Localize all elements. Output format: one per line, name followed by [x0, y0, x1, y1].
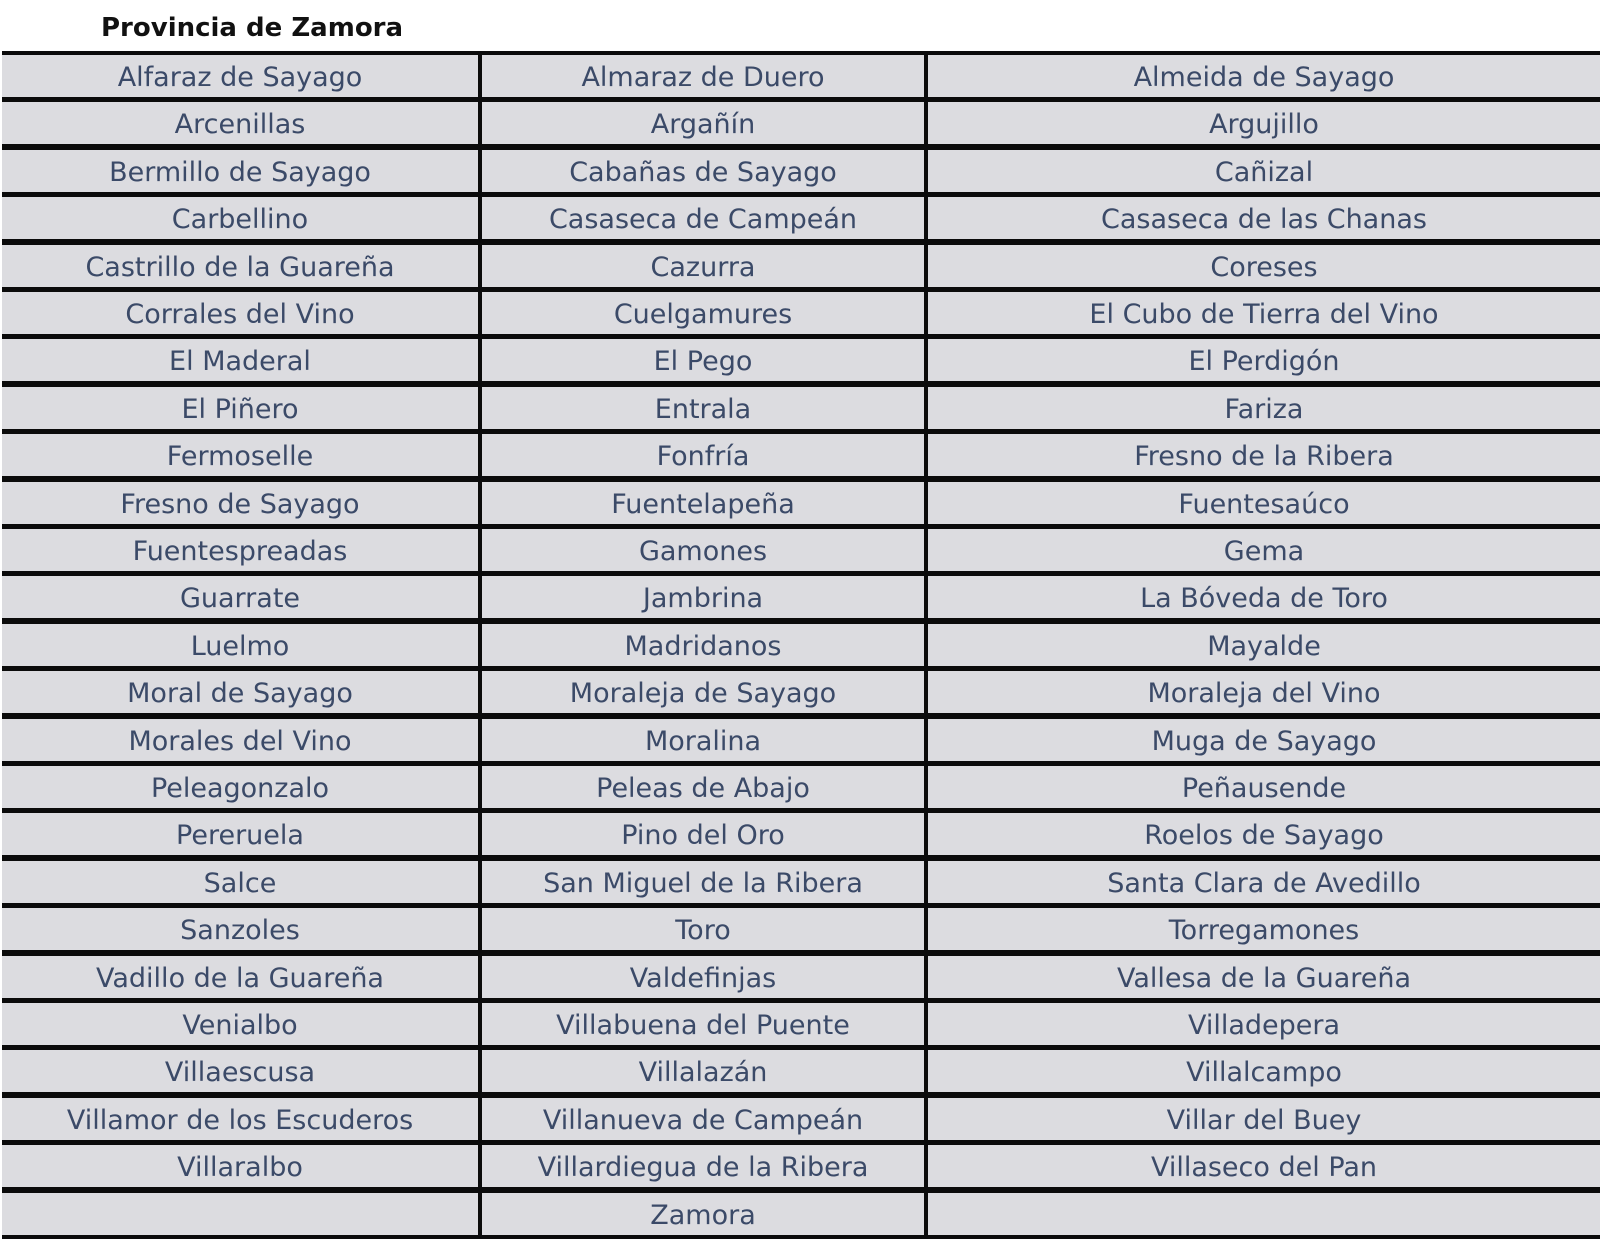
municipality-name: Zamora: [650, 1199, 756, 1231]
municipality-name: Roelos de Sayago: [1144, 819, 1384, 851]
municipality-name: Salce: [203, 867, 277, 899]
table-cell: [928, 339, 1600, 381]
table-cell: [928, 529, 1600, 571]
table-cell: [2, 1193, 478, 1235]
municipality-name: Cañizal: [1214, 156, 1314, 188]
municipality-name: Almeida de Sayago: [1133, 61, 1395, 93]
municipality-name: Carbellino: [171, 203, 309, 235]
table-cell: [482, 1098, 924, 1140]
table-cell: [2, 861, 478, 903]
table-cell: [482, 102, 924, 144]
table-cell: [2, 908, 478, 950]
municipality-name: Sanzoles: [180, 914, 300, 946]
table-cell: [482, 482, 924, 524]
municipality-name: Muga de Sayago: [1151, 725, 1377, 757]
table-cell: [482, 197, 924, 239]
table-cell: [928, 1098, 1600, 1140]
table-cell: [928, 908, 1600, 950]
municipality-name: Fariza: [1224, 393, 1304, 425]
municipality-name: Fresno de la Ribera: [1134, 440, 1394, 472]
municipality-name: Argañín: [650, 108, 756, 140]
municipality-name: Morales del Vino: [128, 725, 352, 757]
table-cell: [928, 813, 1600, 855]
table-cell: [2, 671, 478, 713]
table-cell: [928, 150, 1600, 192]
municipality-name: Almaraz de Duero: [581, 61, 825, 93]
table-cell: [482, 292, 924, 334]
municipality-name: El Pego: [653, 345, 753, 377]
municipality-name: Fuentespreadas: [132, 535, 348, 567]
municipality-name: Vadillo de la Guareña: [96, 962, 384, 994]
table-cell: [928, 434, 1600, 476]
table-cell: [2, 719, 478, 761]
table-cell: [2, 387, 478, 429]
municipality-name: Villaescusa: [164, 1056, 316, 1088]
municipality-name: El Piñero: [181, 393, 299, 425]
municipality-name: La Bóveda de Toro: [1140, 582, 1388, 614]
municipality-name: Jambrina: [642, 582, 764, 614]
municipality-name: Villanueva de Campeán: [542, 1104, 864, 1136]
table-cell: [928, 766, 1600, 808]
table-cell: [482, 1193, 924, 1235]
table-cell: [928, 956, 1600, 998]
municipality-name: Villamor de los Escuderos: [66, 1104, 414, 1136]
table-cell: [928, 576, 1600, 618]
table-cell: [928, 482, 1600, 524]
municipality-name: Vallesa de la Guareña: [1116, 962, 1412, 994]
municipality-name: Cazurra: [650, 251, 756, 283]
municipality-name: Villardiegua de la Ribera: [537, 1151, 869, 1183]
municipality-name: Fermoselle: [166, 440, 314, 472]
table-cell: [2, 339, 478, 381]
table-cell: [2, 576, 478, 618]
municipality-name: Entrala: [654, 393, 752, 425]
table-cell: [2, 197, 478, 239]
municipality-name: Argujillo: [1209, 108, 1319, 140]
municipality-name: Casaseca de Campeán: [548, 203, 858, 235]
municipality-name: Venialbo: [182, 1009, 298, 1041]
municipality-name: Arcenillas: [174, 108, 306, 140]
municipality-name: Alfaraz de Sayago: [117, 61, 363, 93]
municipality-name: Torregamones: [1168, 914, 1360, 946]
page-title: Provincia de Zamora: [101, 13, 404, 43]
table-cell: [482, 1050, 924, 1092]
municipality-name: Guarrate: [179, 582, 301, 614]
table-cell: [928, 292, 1600, 334]
municipality-name: Casaseca de las Chanas: [1101, 203, 1427, 235]
table-cell: [482, 671, 924, 713]
municipality-name: Mayalde: [1207, 630, 1321, 662]
table-cell: [482, 956, 924, 998]
table-cell: [928, 861, 1600, 903]
table-cell: [928, 1050, 1600, 1092]
municipality-name: El Perdigón: [1188, 345, 1340, 377]
table-cell: [482, 719, 924, 761]
table-cell: [2, 956, 478, 998]
municipality-name: Bermillo de Sayago: [109, 156, 371, 188]
table-cell: [928, 671, 1600, 713]
table-cell: [2, 434, 478, 476]
table-cell: [482, 576, 924, 618]
table-cell: [482, 434, 924, 476]
table-cell: [482, 150, 924, 192]
municipality-name: Gamones: [638, 535, 768, 567]
table-cell: [928, 387, 1600, 429]
table-cell: [2, 482, 478, 524]
municipality-name: Pereruela: [176, 819, 304, 851]
table-cell: [928, 1145, 1600, 1187]
municipality-name: Villaralbo: [177, 1151, 303, 1183]
table-cell: [2, 1050, 478, 1092]
municipality-name: Moraleja de Sayago: [569, 677, 837, 709]
municipality-name: Fuentesaúco: [1178, 488, 1350, 520]
table-cell: [482, 861, 924, 903]
table-cell: [2, 292, 478, 334]
table-cell: [482, 1145, 924, 1187]
municipality-name: Villabuena del Puente: [556, 1009, 850, 1041]
municipality-name: Luelmo: [190, 630, 290, 662]
municipality-name: Valdefinjas: [629, 962, 777, 994]
municipality-name: Pino del Oro: [621, 819, 785, 851]
municipality-name: Coreses: [1210, 251, 1318, 283]
municipality-name: Moralina: [644, 725, 762, 757]
municipality-table: [2, 51, 1600, 1239]
table-cell: [482, 813, 924, 855]
table-cell: [2, 150, 478, 192]
municipality-name: Castrillo de la Guareña: [85, 251, 395, 283]
municipality-name: Fonfría: [656, 440, 750, 472]
municipality-name: Fresno de Sayago: [120, 488, 360, 520]
municipality-name: Peleagonzalo: [150, 772, 330, 804]
table-cell: [928, 1193, 1600, 1235]
municipality-name: Toro: [675, 914, 731, 946]
table-cell: [2, 624, 478, 666]
table-cell: [482, 339, 924, 381]
table-cell: [2, 766, 478, 808]
table-cell: [2, 1003, 478, 1045]
municipality-name: Fuentelapeña: [611, 488, 795, 520]
table-cell: [2, 1098, 478, 1140]
municipality-name: Moral de Sayago: [127, 677, 353, 709]
table-cell: [2, 245, 478, 287]
table-cell: [2, 1145, 478, 1187]
table-cell: [928, 624, 1600, 666]
table-cell: [928, 55, 1600, 97]
municipality-name: San Miguel de la Ribera: [543, 867, 863, 899]
municipality-name: Peñausende: [1181, 772, 1347, 804]
municipality-name: El Cubo de Tierra del Vino: [1089, 298, 1439, 330]
table-cell: [928, 719, 1600, 761]
table-cell: [2, 102, 478, 144]
table-cell: [2, 55, 478, 97]
table-cell: [928, 102, 1600, 144]
table-cell: [928, 245, 1600, 287]
municipality-name: Madridanos: [624, 630, 782, 662]
table-cell: [482, 624, 924, 666]
table-cell: [482, 1003, 924, 1045]
municipality-name: Peleas de Abajo: [596, 772, 810, 804]
municipality-name: Villaseco del Pan: [1150, 1151, 1378, 1183]
municipality-name: Cuelgamures: [613, 298, 793, 330]
municipality-name: Cabañas de Sayago: [569, 156, 837, 188]
municipality-name: Santa Clara de Avedillo: [1107, 867, 1421, 899]
table-cell: [2, 529, 478, 571]
table-cell: [2, 813, 478, 855]
table-cell: [482, 766, 924, 808]
municipality-name: Villar del Buey: [1166, 1104, 1362, 1136]
table-cell: [928, 1003, 1600, 1045]
municipality-name: Villalcampo: [1186, 1056, 1342, 1088]
municipality-name: Villadepera: [1187, 1009, 1341, 1041]
table-cell: [482, 387, 924, 429]
table-cell: [482, 908, 924, 950]
municipality-name: Gema: [1223, 535, 1305, 567]
table-cell: [482, 55, 924, 97]
table-cell: [482, 529, 924, 571]
municipality-name: Corrales del Vino: [125, 298, 355, 330]
municipality-name: El Maderal: [169, 345, 311, 377]
municipality-name: Moraleja del Vino: [1147, 677, 1381, 709]
table-cell: [482, 245, 924, 287]
table-cell: [928, 197, 1600, 239]
municipality-name: Villalazán: [638, 1056, 768, 1088]
